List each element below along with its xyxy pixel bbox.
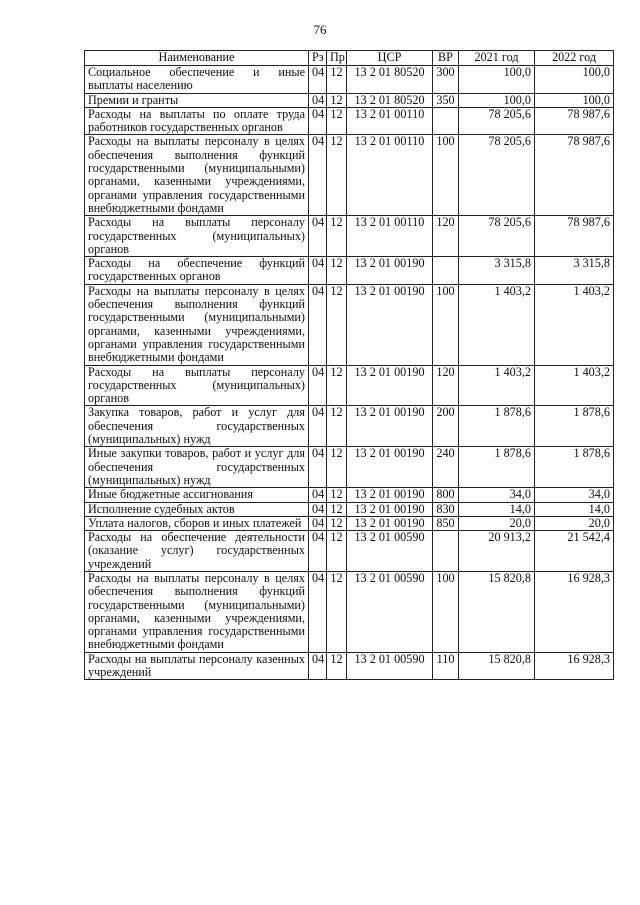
row-pr: 12 xyxy=(327,284,347,365)
table-row xyxy=(85,652,614,680)
row-amount-2021: 20 913,2 xyxy=(459,531,535,572)
row-name: Закупка товаров, работ и услуг для обеспечения государственных (муниципальных) нужд xyxy=(85,406,309,447)
header-vr: ВР xyxy=(433,51,459,66)
row-name: Социальное обеспечение и иные выплаты населению xyxy=(85,66,309,94)
row-rz: 04 xyxy=(309,406,327,447)
header-rz: Рз xyxy=(309,51,327,66)
row-vr: 100 xyxy=(433,284,459,365)
row-pr: 12 xyxy=(327,365,347,406)
row-csr: 13 2 01 00190 xyxy=(347,365,433,406)
row-name: Расходы на выплаты персоналу государственных (муниципальных) органов xyxy=(85,365,309,406)
row-pr: 12 xyxy=(327,502,347,516)
page-number: 76 xyxy=(313,22,327,37)
row-amount-2021: 100,0 xyxy=(459,93,535,107)
row-vr: 800 xyxy=(433,488,459,502)
row-vr xyxy=(433,107,459,135)
row-pr: 12 xyxy=(327,107,347,135)
row-name: Расходы на выплаты персоналу государственных (муниципальных) органов xyxy=(85,216,309,257)
budget-table xyxy=(84,50,614,680)
row-name: Иные закупки товаров, работ и услуг для обеспечения государственных (муниципальных) нужд xyxy=(85,447,309,488)
row-pr: 12 xyxy=(327,257,347,285)
row-pr: 12 xyxy=(327,488,347,502)
row-amount-2022: 16 928,3 xyxy=(535,652,614,680)
row-csr: 13 2 01 00190 xyxy=(347,406,433,447)
table-row xyxy=(85,135,614,216)
row-name: Расходы на выплаты персоналу в целях обеспечения выполнения функций государственными (муниципальными) органами, казенными учреждениями, органами управления государственными внебюджетными фондами xyxy=(85,571,309,652)
row-name: Иные бюджетные ассигнования xyxy=(85,488,309,502)
row-rz: 04 xyxy=(309,66,327,94)
row-csr: 13 2 01 00590 xyxy=(347,652,433,680)
row-name: Исполнение судебных актов xyxy=(85,502,309,516)
row-rz: 04 xyxy=(309,447,327,488)
row-pr: 12 xyxy=(327,531,347,572)
row-amount-2021: 1 878,6 xyxy=(459,406,535,447)
row-csr: 13 2 01 00110 xyxy=(347,216,433,257)
table-row xyxy=(85,107,614,135)
header-name: Наименование xyxy=(85,51,309,66)
row-vr: 100 xyxy=(433,571,459,652)
row-name: Расходы на обеспечение деятельности (оказание услуг) государственных учреждений xyxy=(85,531,309,572)
table-row xyxy=(85,284,614,365)
row-csr: 13 2 01 00190 xyxy=(347,257,433,285)
row-name: Расходы на выплаты персоналу в целях обеспечения выполнения функций государственными (муниципальными) органами, казенными учреждениями, органами управления государственными внебюджетными фондами xyxy=(85,135,309,216)
row-vr: 120 xyxy=(433,365,459,406)
row-name: Расходы на обеспечение функций государственных органов xyxy=(85,257,309,285)
table-row xyxy=(85,516,614,530)
row-vr: 300 xyxy=(433,66,459,94)
table-row xyxy=(85,531,614,572)
row-amount-2022: 1 403,2 xyxy=(535,365,614,406)
row-amount-2021: 15 820,8 xyxy=(459,571,535,652)
row-amount-2022: 14,0 xyxy=(535,502,614,516)
row-rz: 04 xyxy=(309,652,327,680)
row-amount-2022: 78 987,6 xyxy=(535,216,614,257)
row-rz: 04 xyxy=(309,257,327,285)
row-amount-2022: 3 315,8 xyxy=(535,257,614,285)
row-amount-2022: 21 542,4 xyxy=(535,531,614,572)
row-amount-2021: 20,0 xyxy=(459,516,535,530)
row-pr: 12 xyxy=(327,216,347,257)
header-2021: 2021 год xyxy=(459,51,535,66)
row-vr: 100 xyxy=(433,135,459,216)
row-amount-2021: 78 205,6 xyxy=(459,107,535,135)
table-row xyxy=(85,216,614,257)
row-amount-2021: 15 820,8 xyxy=(459,652,535,680)
table-body xyxy=(85,66,614,680)
row-name: Расходы на выплаты персоналу в целях обеспечения выполнения функций государственными (муниципальными) органами, казенными учреждениями, органами управления государственными внебюджетными фондами xyxy=(85,284,309,365)
row-vr: 350 xyxy=(433,93,459,107)
row-pr: 12 xyxy=(327,406,347,447)
header-2022: 2022 год xyxy=(535,51,614,66)
row-pr: 12 xyxy=(327,135,347,216)
row-csr: 13 2 01 00190 xyxy=(347,516,433,530)
row-pr: 12 xyxy=(327,571,347,652)
row-amount-2022: 78 987,6 xyxy=(535,135,614,216)
row-vr xyxy=(433,531,459,572)
row-amount-2022: 78 987,6 xyxy=(535,107,614,135)
header-row xyxy=(85,51,614,66)
row-amount-2022: 100,0 xyxy=(535,93,614,107)
row-rz: 04 xyxy=(309,516,327,530)
row-csr: 13 2 01 00590 xyxy=(347,531,433,572)
row-amount-2022: 20,0 xyxy=(535,516,614,530)
row-csr: 13 2 01 00190 xyxy=(347,488,433,502)
row-amount-2022: 1 878,6 xyxy=(535,406,614,447)
row-vr: 200 xyxy=(433,406,459,447)
table-row xyxy=(85,502,614,516)
row-csr: 13 2 01 00110 xyxy=(347,135,433,216)
row-csr: 13 2 01 00190 xyxy=(347,284,433,365)
row-rz: 04 xyxy=(309,488,327,502)
row-rz: 04 xyxy=(309,284,327,365)
row-pr: 12 xyxy=(327,652,347,680)
header-csr: ЦСР xyxy=(347,51,433,66)
row-amount-2021: 1 403,2 xyxy=(459,365,535,406)
table-row xyxy=(85,488,614,502)
row-csr: 13 2 01 80520 xyxy=(347,93,433,107)
row-rz: 04 xyxy=(309,216,327,257)
row-name: Премии и гранты xyxy=(85,93,309,107)
row-amount-2021: 14,0 xyxy=(459,502,535,516)
row-rz: 04 xyxy=(309,135,327,216)
header-pr: Пр xyxy=(327,51,347,66)
row-rz: 04 xyxy=(309,365,327,406)
table-header xyxy=(85,51,614,66)
row-name: Расходы на выплаты по оплате труда работников государственных органов xyxy=(85,107,309,135)
table-row xyxy=(85,66,614,94)
row-rz: 04 xyxy=(309,107,327,135)
row-amount-2021: 100,0 xyxy=(459,66,535,94)
row-amount-2021: 3 315,8 xyxy=(459,257,535,285)
row-pr: 12 xyxy=(327,66,347,94)
row-amount-2021: 1 403,2 xyxy=(459,284,535,365)
table-row xyxy=(85,406,614,447)
row-csr: 13 2 01 00110 xyxy=(347,107,433,135)
row-name: Уплата налогов, сборов и иных платежей xyxy=(85,516,309,530)
row-amount-2022: 1 878,6 xyxy=(535,447,614,488)
row-csr: 13 2 01 80520 xyxy=(347,66,433,94)
row-vr xyxy=(433,257,459,285)
row-name: Расходы на выплаты персоналу казенных учреждений xyxy=(85,652,309,680)
row-vr: 850 xyxy=(433,516,459,530)
row-csr: 13 2 01 00190 xyxy=(347,502,433,516)
row-amount-2021: 1 878,6 xyxy=(459,447,535,488)
row-pr: 12 xyxy=(327,93,347,107)
row-amount-2021: 78 205,6 xyxy=(459,216,535,257)
row-pr: 12 xyxy=(327,447,347,488)
row-amount-2022: 34,0 xyxy=(535,488,614,502)
row-amount-2022: 100,0 xyxy=(535,66,614,94)
row-rz: 04 xyxy=(309,531,327,572)
table-row xyxy=(85,93,614,107)
row-amount-2021: 34,0 xyxy=(459,488,535,502)
table-row xyxy=(85,571,614,652)
row-amount-2021: 78 205,6 xyxy=(459,135,535,216)
row-vr: 110 xyxy=(433,652,459,680)
row-csr: 13 2 01 00190 xyxy=(347,447,433,488)
table-row xyxy=(85,447,614,488)
table-row xyxy=(85,257,614,285)
row-amount-2022: 1 403,2 xyxy=(535,284,614,365)
row-csr: 13 2 01 00590 xyxy=(347,571,433,652)
row-vr: 830 xyxy=(433,502,459,516)
row-vr: 240 xyxy=(433,447,459,488)
row-amount-2022: 16 928,3 xyxy=(535,571,614,652)
table-row xyxy=(85,365,614,406)
row-rz: 04 xyxy=(309,502,327,516)
row-rz: 04 xyxy=(309,93,327,107)
row-rz: 04 xyxy=(309,571,327,652)
row-pr: 12 xyxy=(327,516,347,530)
row-vr: 120 xyxy=(433,216,459,257)
